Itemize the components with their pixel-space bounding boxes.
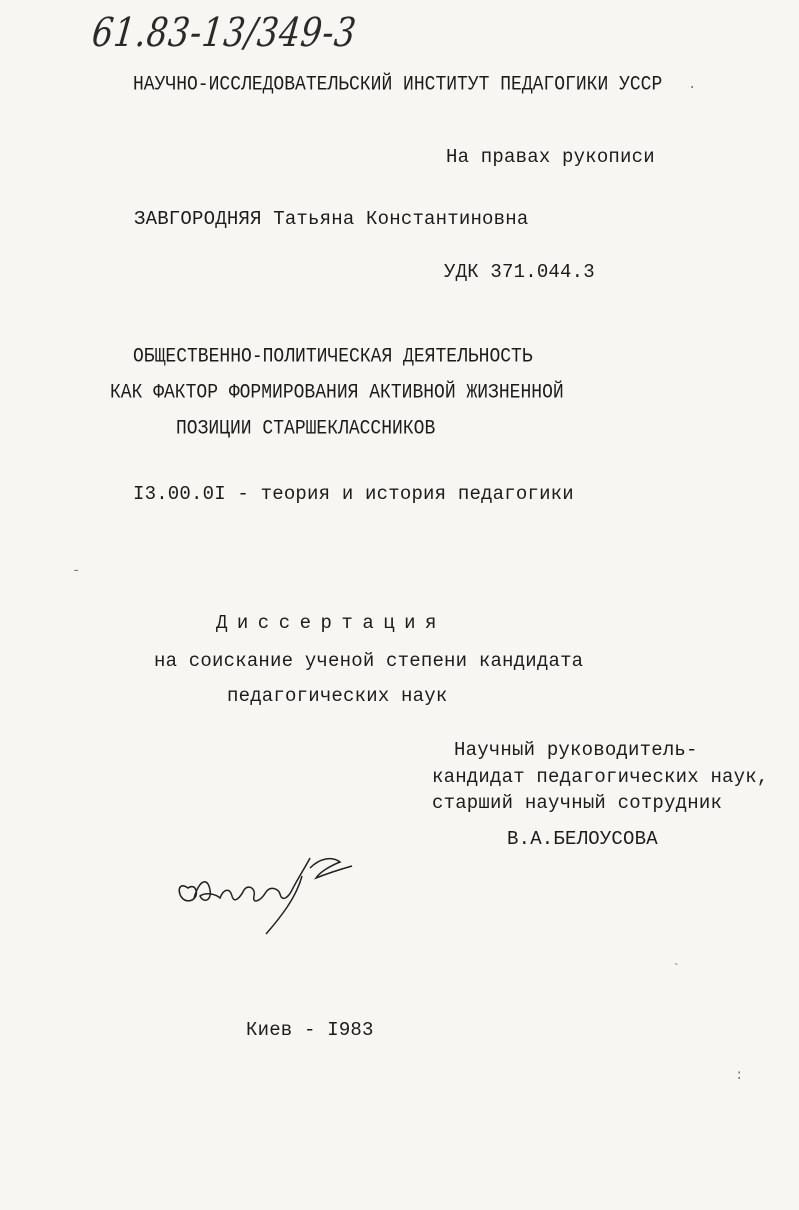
title-line-3: ПОЗИЦИИ СТАРШЕКЛАССНИКОВ [176,418,436,441]
institute-name: НАУЧНО-ИССЛЕДОВАТЕЛЬСКИЙ ИНСТИТУТ ПЕДАГОГИКИ УССР [133,74,663,97]
supervisor-name: В.А.БЕЛОУСОВА [507,828,658,850]
title-line-1: ОБЩЕСТВЕННО-ПОЛИТИЧЕСКАЯ ДЕЯТЕЛЬНОСТЬ [133,346,533,369]
udc-code: УДК 371.044.3 [444,261,595,283]
supervisor-title: Научный руководитель- [454,739,698,761]
page-speck: · [688,80,697,96]
page-speck: - [72,563,81,579]
title-line-2: КАК ФАКТОР ФОРМИРОВАНИЯ АКТИВНОЙ ЖИЗНЕННОЙ [110,382,564,405]
city-year: Киев - I983 [246,1019,374,1041]
manuscript-note: На правах рукописи [446,146,655,168]
degree-line-2: педагогических наук [227,685,448,707]
dissertation-heading: Диссертация [216,612,446,634]
signature-mark [170,848,360,938]
supervisor-degree: кандидат педагогических наук, [432,766,769,788]
degree-line-1: на соискание ученой степени кандидата [154,650,584,672]
page-speck: ` [672,962,681,978]
page-speck: : [735,1068,744,1084]
author-name: ЗАВГОРОДНЯЯ Татьяна Константиновна [134,208,529,230]
specialty-code: I3.00.0I - теория и история педагогики [133,483,574,505]
handwritten-archive-code: 61.83-13/349-3 [89,10,359,56]
supervisor-position: старший научный сотрудник [432,792,723,814]
